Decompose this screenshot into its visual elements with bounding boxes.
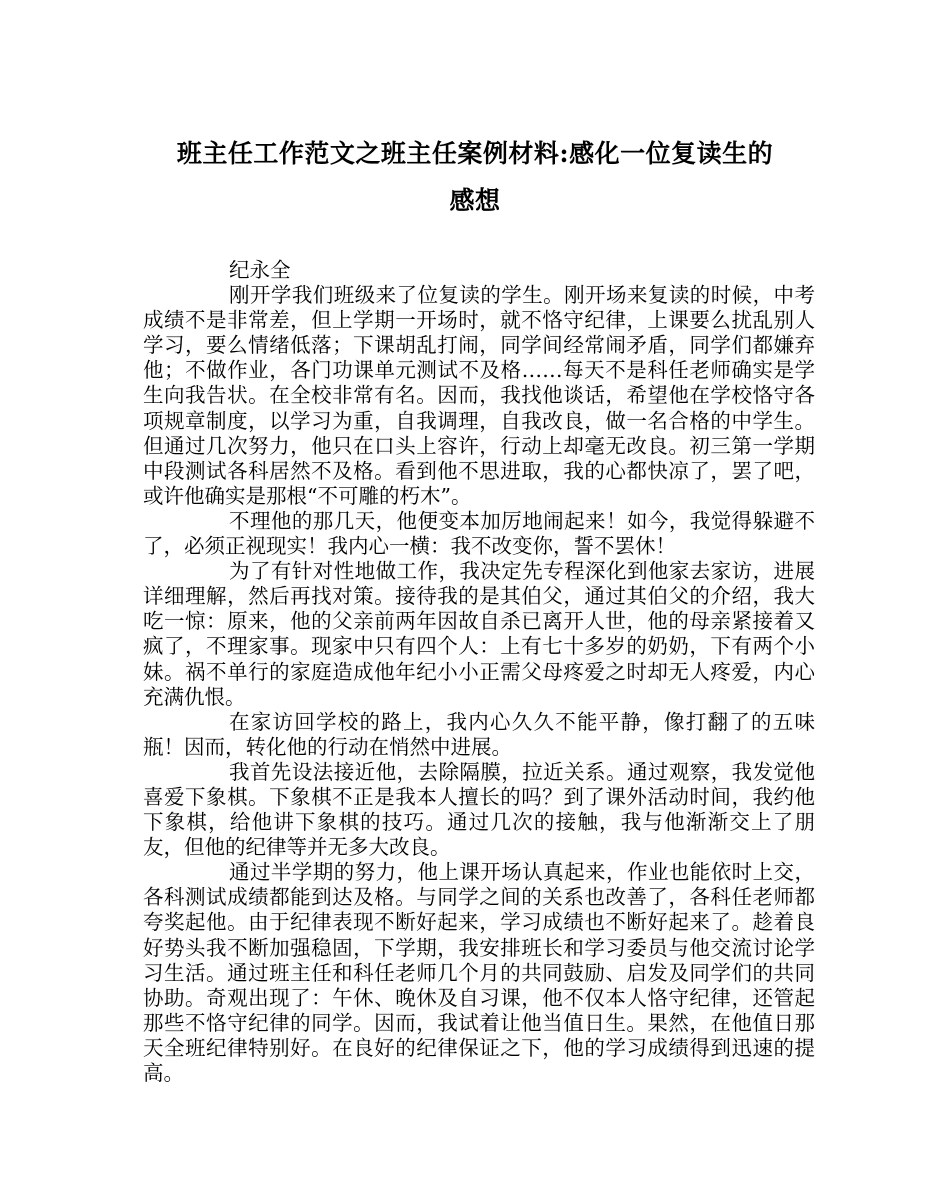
title-line-2: 感想 xyxy=(449,186,501,215)
title-line-1: 班主任工作范文之班主任案例材料:感化一位复读生的 xyxy=(176,139,774,168)
paragraph-6: 通过半学期的努力，他上课开场认真起来，作业也能依时上交，各科测试成绩都能到达及格。与同学之间的关系也改善了，各科任老师都夸奖起他。由于纪律表现不断好起来，学习成绩也不断好起来了。趁着良好势头我不断加强稳固，下学期，我安排班长和学习委员与他交流讨论学习生活。通过班主任和科任老师几个月的共同鼓励、启发及同学们的共同协助。奇观出现了：午休、晚休及自习课，他不仅本人恪守纪律，还管起那些不恪守纪律的同学。因而，我试着让他当值日生。果然，在他值日那天全班纪律特别好。在良好的纪律保证之下，他的学习成绩得到迅速的提高。 xyxy=(143,860,815,1085)
author-name: 纪永全 xyxy=(229,258,291,282)
paragraph-2: 不理他的那几天，他便变本加厉地闹起来！如今，我觉得躲避不了，必须正视现实！我内心一横：我不改变你，誓不罢休！ xyxy=(143,508,815,559)
document-title xyxy=(120,130,830,224)
paragraph-4: 在家访回学校的路上，我内心久久不能平静，像打翻了的五味瓶！因而，转化他的行动在悄然中进展。 xyxy=(143,709,815,759)
document-body xyxy=(143,258,815,1086)
paragraph-5: 我首先设法接近他，去除隔膜，拉近关系。通过观察，我发觉他喜爱下象棋。下象棋不正是我本人擅长的吗？到了课外活动时间，我约他下象棋，给他讲下象棋的技巧。通过几次的接触，我与他渐渐交上了朋友，但他的纪律等并无多大改良。 xyxy=(143,759,815,860)
paragraph-3: 为了有针对性地做工作，我决定先专程深化到他家去家访，进展详细理解，然后再找对策。接待我的是其伯父，通过其伯父的介绍，我大吃一惊：原来，他的父亲前两年因故自杀已离开人世，他的母亲紧接着又疯了，不理家事。现家中只有四个人：上有七十多岁的奶奶，下有两个小妹。祸不单行的家庭造成他年纪小小正需父母疼爱之时却无人疼爱，内心充满仇恨。 xyxy=(143,559,815,709)
paragraph-1: 刚开学我们班级来了位复读的学生。刚开场来复读的时候，中考成绩不是非常差，但上学期一开场时，就不恪守纪律，上课要么扰乱别人学习，要么情绪低落；下课胡乱打闹，同学间经常闹矛盾，同学们都嫌弃他；不做作业，各门功课单元测试不及格……每天不是科任老师确实是学生向我告状。在全校非常有名。因而，我找他谈话，希望他在学校恪守各项规章制度，以学习为重，自我调理，自我改良，做一名合格的中学生。但通过几次努力，他只在口头上容许，行动上却毫无改良。初三第一学期中段测试各科居然不及格。看到他不思进取，我的心都快凉了，罢了吧，或许他确实是那根“不可雕的朽木”。 xyxy=(143,283,815,508)
